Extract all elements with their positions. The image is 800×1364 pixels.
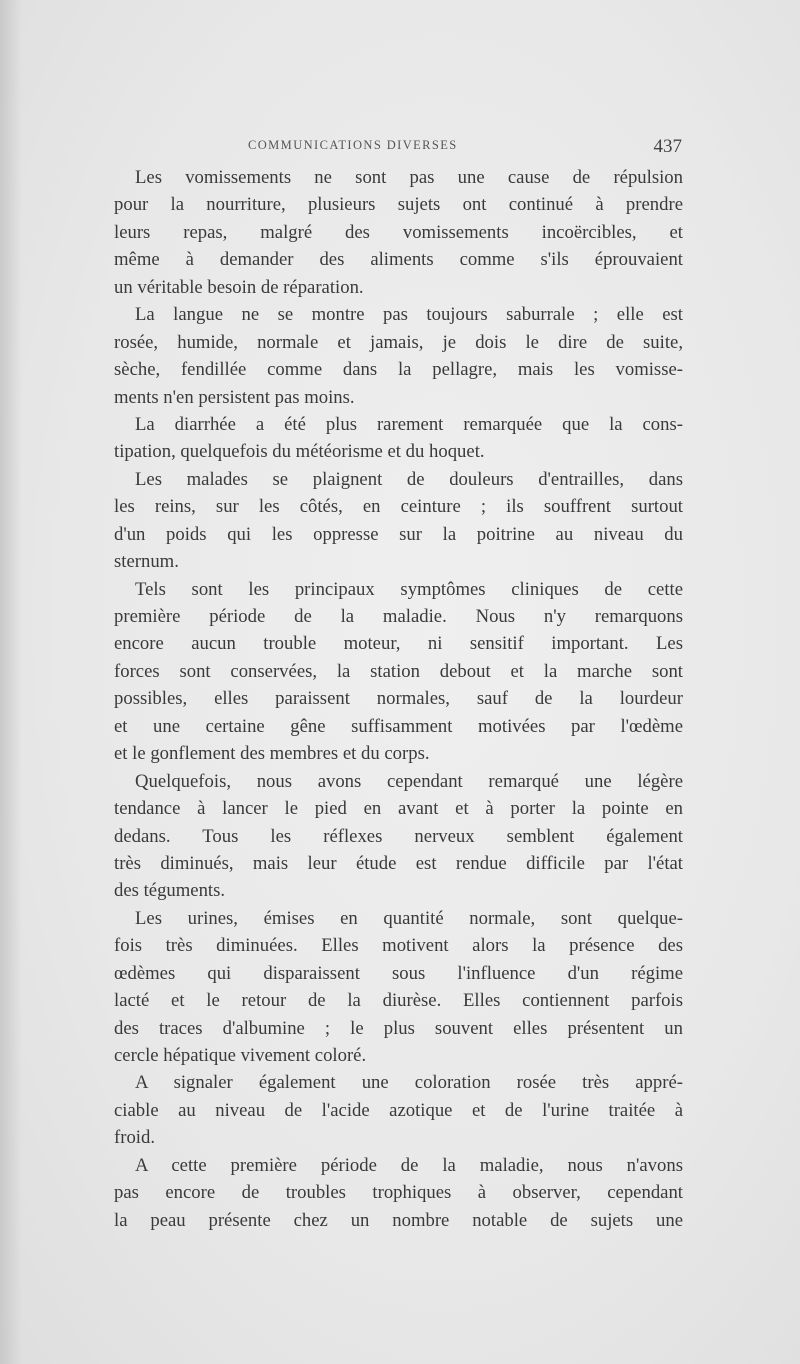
text-line: ments n'en persistent pas moins. [114,386,355,408]
text-line: lacté et le retour de la diurèse. Elles contiennent parfois [114,990,683,1012]
text-line: sternum. [114,551,179,573]
running-head: COMMUNICATIONS DIVERSES [248,138,458,152]
text-line: dedans. Tous les réflexes nerveux semblent également [114,825,683,847]
text-line: Les vomissements ne sont pas une cause de répulsion [135,167,683,188]
text-line: Tels sont les principaux symptômes cliniques de cette [135,578,683,600]
text-line: d'un poids qui les oppresse sur la poitrine au niveau du [114,523,683,545]
text-line: œdèmes qui disparaissent sous l'influence d'un régime [114,962,683,984]
text-line: sèche, fendillée comme dans la pellagre, mais les vomisse- [114,359,683,381]
text-line: très diminués, mais leur étude est rendue difficile par l'état [114,852,683,874]
text-line: un véritable besoin de réparation. [114,276,364,298]
text-line: encore aucun trouble moteur, ni sensitif important. Les [114,633,683,655]
page-number: 437 [653,136,682,157]
text-line: pour la nourriture, plusieurs sujets ont continué à prendre [114,194,683,216]
text-line: des traces d'albumine ; le plus souvent elles présentent un [114,1017,683,1039]
text-line: et une certaine gêne suffisamment motivées par l'œdème [114,715,683,737]
text-line: A signaler également une coloration rosée très appré- [135,1072,683,1094]
text-line: tendance à lancer le pied en avant et à porter la pointe en [114,798,683,820]
text-line: A cette première période de la maladie, nous n'avons [135,1154,683,1176]
text-line: ciable au niveau de l'acide azotique et de l'urine traitée à [114,1099,683,1121]
text-line: cercle hépatique vivement coloré. [114,1045,367,1066]
text-line: rosée, humide, normale et jamais, je dois le dire de suite, [114,331,683,353]
page-header [248,136,682,160]
text-line: froid. [114,1127,155,1149]
text-line: forces sont conservées, la station debout et la marche sont [114,660,683,682]
text-line: fois très diminuées. Elles motivent alors la présence des [114,935,683,957]
text-line: La langue ne se montre pas toujours saburrale ; elle est [135,304,683,326]
text-line: leurs repas, malgré des vomissements incoërcibles, et [114,221,683,243]
text-line: tipation, quelquefois du météorisme et du hoquet. [114,441,485,463]
text-line: Les urines, émises en quantité normale, sont quelque- [135,907,683,929]
body-text [114,164,683,1234]
text-line: les reins, sur les côtés, en ceinture ; ils souffrent surtout [114,496,683,518]
text-line: possibles, elles paraissent normales, sauf de la lourdeur [114,688,683,710]
text-line: première période de la maladie. Nous n'y remarquons [114,606,683,627]
text-line: Les malades se plaignent de douleurs d'entrailles, dans [135,468,683,490]
text-line: la peau présente chez un nombre notable de sujets une [114,1209,683,1231]
text-line: pas encore de troubles trophiques à observer, cependant [114,1182,683,1204]
text-line: Quelquefois, nous avons cependant remarqué une légère [135,770,683,792]
text-line: La diarrhée a été plus rarement remarquée que la cons- [135,413,683,435]
text-line: même à demander des aliments comme s'ils éprouvaient [114,249,683,271]
text-line: des téguments. [114,880,226,902]
binding-shadow [0,0,22,1364]
text-line: et le gonflement des membres et du corps. [114,743,430,765]
